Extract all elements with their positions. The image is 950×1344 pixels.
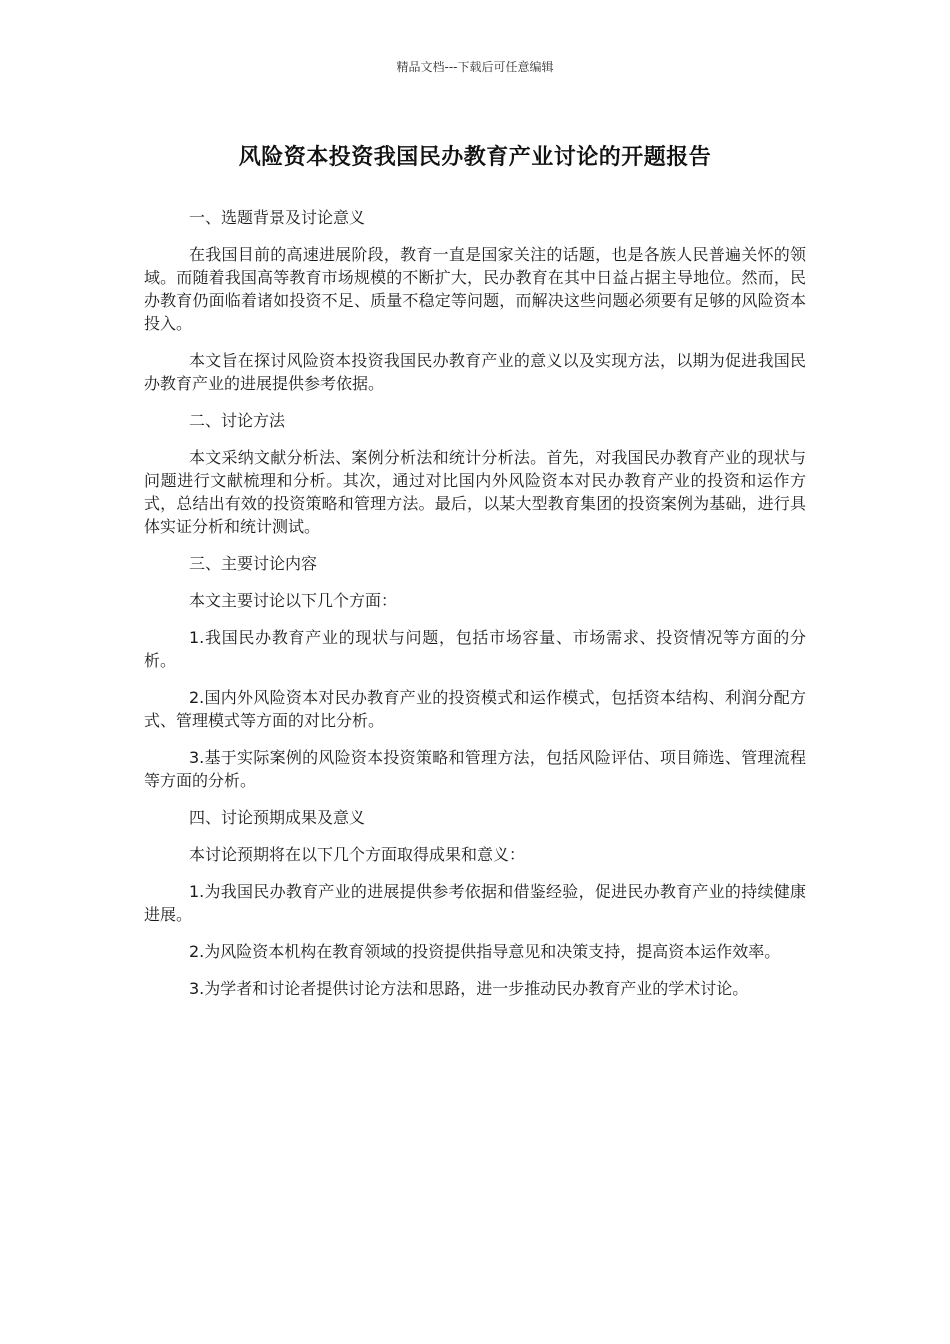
list-item-outcome-3: 3.为学者和讨论者提供讨论方法和思路，进一步推动民办教育产业的学术讨论。 <box>189 979 749 998</box>
paragraph-purpose: 本文旨在探讨风险资本投资我国民办教育产业的意义以及实现方法，以期为促进我国民办教育产业的进展提供参考依据。 <box>144 351 806 393</box>
list-item-content-1: 1.我国民办教育产业的现状与问题，包括市场容量、市场需求、投资情况等方面的分析。 <box>144 628 806 670</box>
section-heading-content: 三、主要讨论内容 <box>189 554 318 573</box>
paragraph-content-intro: 本文主要讨论以下几个方面： <box>189 591 398 610</box>
list-item-content-2: 2.国内外风险资本对民办教育产业的投资模式和运作模式，包括资本结构、利润分配方式、管理模式等方面的对比分析。 <box>144 688 806 730</box>
document-title: 风险资本投资我国民办教育产业讨论的开题报告 <box>238 145 712 170</box>
section-heading-methods: 二、讨论方法 <box>189 411 286 430</box>
section-heading-background: 一、选题背景及讨论意义 <box>189 208 366 227</box>
paragraph-background: 在我国目前的高速进展阶段，教育一直是国家关注的话题，也是各族人民普遍关怀的领域。而随着我国高等教育市场规模的不断扩大，民办教育在其中日益占据主导地位。然而，民办教育仍面临着诸如投资不足、质量不稳定等问题，而解决这些问题必须要有足够的风险资本投入。 <box>144 245 806 333</box>
header-note: 精品文档---下载后可任意编辑 <box>396 60 554 74</box>
section-heading-outcomes: 四、讨论预期成果及意义 <box>189 808 366 827</box>
document-body <box>144 206 806 1014</box>
list-item-content-3: 3.基于实际案例的风险资本投资策略和管理方法，包括风险评估、项目筛选、管理流程等方面的分析。 <box>144 748 806 790</box>
list-item-outcome-1: 1.为我国民办教育产业的进展提供参考依据和借鉴经验，促进民办教育产业的持续健康进展。 <box>144 882 806 924</box>
list-item-outcome-2: 2.为风险资本机构在教育领域的投资提供指导意见和决策支持，提高资本运作效率。 <box>189 942 781 961</box>
paragraph-outcomes-intro: 本讨论预期将在以下几个方面取得成果和意义： <box>189 845 526 864</box>
paragraph-methods: 本文采纳文献分析法、案例分析法和统计分析法。首先，对我国民办教育产业的现状与问题进行文献梳理和分析。其次，通过对比国内外风险资本对民办教育产业的投资和运作方式，总结出有效的投资策略和管理方法。最后，以某大型教育集团的投资案例为基础，进行具体实证分析和统计测试。 <box>144 448 806 536</box>
